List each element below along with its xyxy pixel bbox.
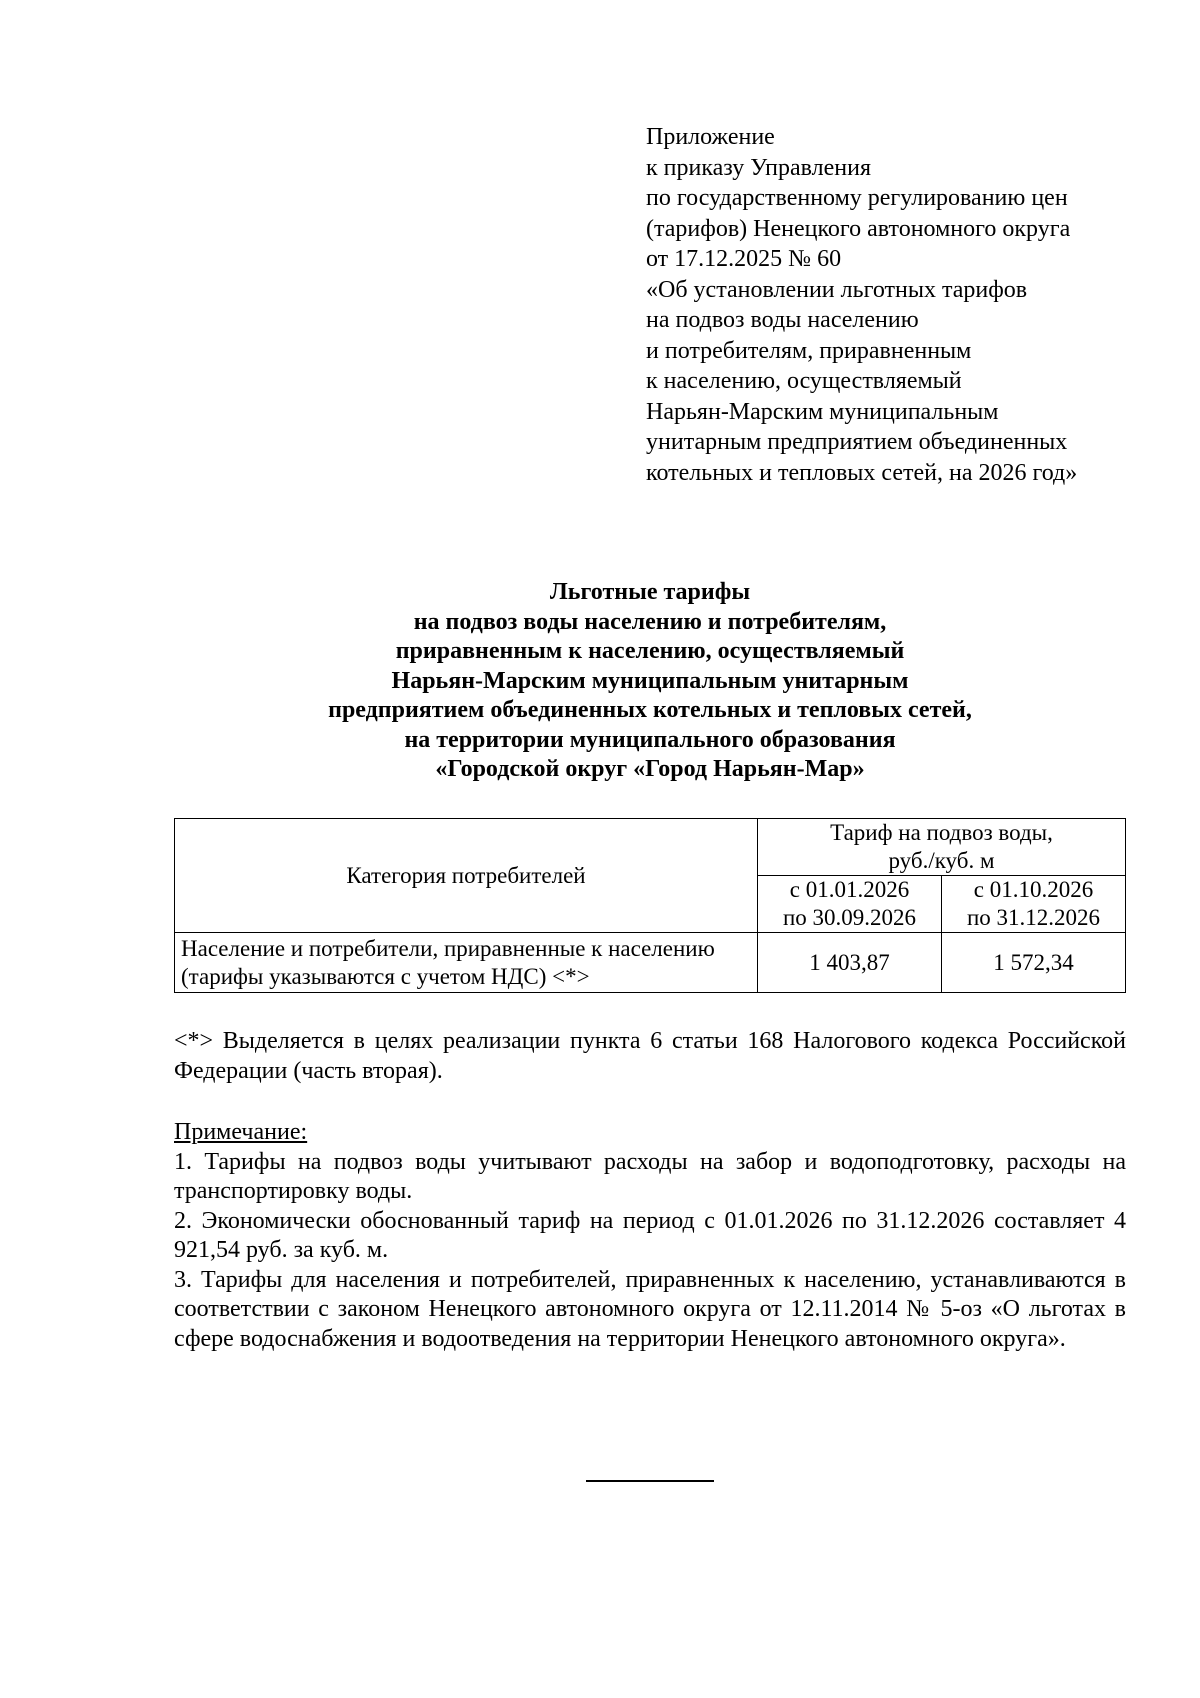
category-line: (тарифы указываются с учетом НДС) <*> xyxy=(181,963,590,989)
title-line: предприятием объединенных котельных и тепловых сетей, xyxy=(328,697,972,723)
appendix-line: к приказу Управления xyxy=(646,154,872,181)
document-title xyxy=(174,578,1126,785)
tariff-value-1: 1 403,87 xyxy=(758,933,942,993)
title-line: «Городской округ «Город Нарьян-Мар» xyxy=(435,756,865,782)
appendix-line: Приложение xyxy=(646,124,775,150)
appendix-line: и потребителям, приравненным xyxy=(646,337,972,364)
period-1-header xyxy=(758,876,942,933)
appendix-line: унитарным предприятием объединенных xyxy=(646,429,1068,455)
appendix-line: от 17.12.2025 № 60 xyxy=(646,246,842,272)
appendix-block xyxy=(646,122,1077,488)
category-header-cell xyxy=(175,819,758,933)
tariff-value-2: 1 572,34 xyxy=(942,933,1126,993)
appendix-line: котельных и тепловых сетей, на 2026 год» xyxy=(646,459,1078,486)
tariff-header-cell xyxy=(758,819,1126,876)
category-header: Категория потребителей xyxy=(346,862,586,888)
title-line: на подвоз воды населению и потребителям, xyxy=(413,608,887,635)
tariff-table xyxy=(174,818,1126,993)
period-2-start: с 01.10.2026 xyxy=(973,877,1094,902)
table-header-row xyxy=(175,819,1126,876)
period-2-header xyxy=(942,876,1126,933)
tariff-header-line: руб./куб. м xyxy=(888,848,995,873)
appendix-line: (тарифов) Ненецкого автономного округа xyxy=(646,215,1071,242)
appendix-line: «Об установлении льготных тарифов xyxy=(646,276,1028,303)
appendix-line: по государственному регулированию цен xyxy=(646,185,1068,211)
category-line: Население и потребители, приравненные к населению xyxy=(181,935,715,961)
appendix-line: на подвоз воды населению xyxy=(646,307,919,333)
notes-heading: Примечание: xyxy=(174,1119,308,1145)
title-line: Льготные тарифы xyxy=(549,579,751,605)
table-row xyxy=(175,933,1126,993)
note-item: 2. Экономически обоснованный тариф на период с 01.01.2026 по 31.12.2026 составляет 4 921,54 руб. за куб. м. xyxy=(174,1207,1126,1263)
appendix-line: Нарьян-Марским муниципальным xyxy=(646,398,999,425)
title-line: на территории муниципального образования xyxy=(404,726,896,753)
footnote: <*> Выделяется в целях реализации пункта 6 статьи 168 Налогового кодекса Российской Федерации (часть вторая). xyxy=(174,1028,1126,1084)
end-divider xyxy=(586,1480,714,1482)
notes-block xyxy=(174,1118,1126,1354)
note-item: 1. Тарифы на подвоз воды учитывают расходы на забор и водоподготовку, расходы на транспортировку воды. xyxy=(174,1148,1126,1204)
note-item: 3. Тарифы для населения и потребителей, приравненных к населению, устанавливаются в соответствии с законом Ненецкого автономного округа от 12.11.2014 № 5-оз «О льготах в сфере водоснабжения и водоотведения на территории Ненецкого автономного округа». xyxy=(174,1266,1126,1352)
tariff-header-line: Тариф на подвоз воды, xyxy=(830,820,1053,845)
period-1-end: по 30.09.2026 xyxy=(782,905,917,930)
period-2-end: по 31.12.2026 xyxy=(966,905,1101,930)
appendix-line: к населению, осуществляемый xyxy=(646,368,962,394)
title-line: приравненным к населению, осуществляемый xyxy=(395,638,905,664)
title-line: Нарьян-Марским муниципальным унитарным xyxy=(391,667,909,694)
period-1-start: с 01.01.2026 xyxy=(789,877,910,902)
category-cell xyxy=(175,933,758,993)
